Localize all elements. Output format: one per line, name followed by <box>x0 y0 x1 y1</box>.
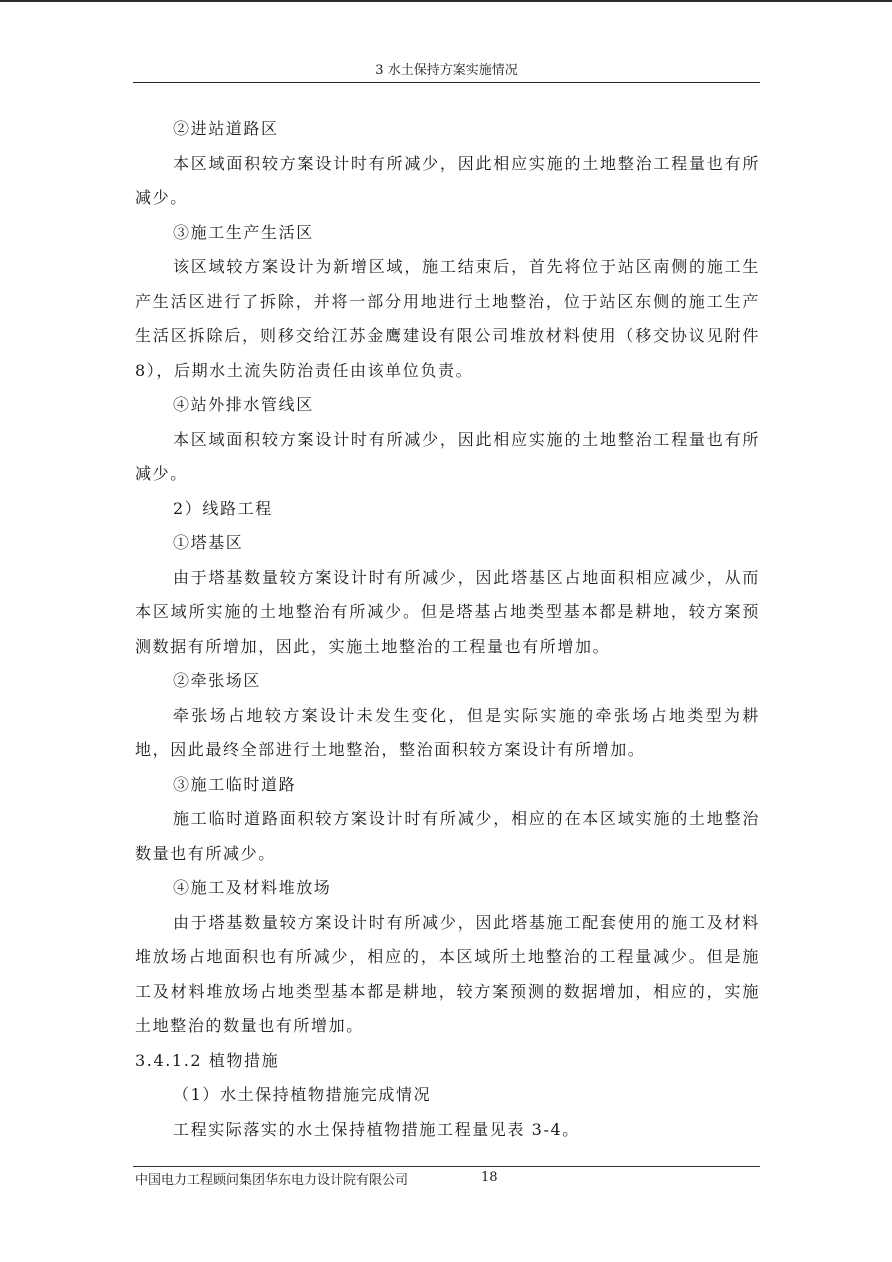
body-paragraph: 本区域面积较方案设计时有所减少，因此相应实施的土地整治工程量也有所减少。 <box>135 429 760 483</box>
subsection-heading: ②进站道路区 <box>173 119 279 138</box>
document-body <box>135 112 760 1147</box>
body-paragraph: 由于塔基数量较方案设计时有所减少，因此塔基区占地面积相应减少，从而本区域所实施的土地整治有所减少。但是塔基占地类型基本都是耕地，较方案预测数据有所增加，因此，实施土地整治的工程量也有所增加。 <box>135 567 760 656</box>
subsection-heading: ③施工临时道路 <box>173 774 297 794</box>
subsection-heading: （1）水土保持植物措施完成情况 <box>173 1085 432 1104</box>
subsection-heading: ③施工生产生活区 <box>173 222 314 242</box>
body-paragraph: 本区域面积较方案设计时有所减少，因此相应实施的土地整治工程量也有所减少。 <box>135 153 760 207</box>
body-paragraph: 施工临时道路面积较方案设计时有所减少，相应的在本区域实施的土地整治数量也有所减少。 <box>135 809 760 863</box>
page-top-border <box>0 0 892 2</box>
footer-organization: 中国电力工程顾问集团华东电力设计院有限公司 <box>135 1173 409 1188</box>
running-header <box>133 60 760 83</box>
numbered-section-heading: 3.4.1.2 植物措施 <box>135 1050 280 1070</box>
subsection-heading: ④施工及材料堆放场 <box>173 878 332 897</box>
section-heading: 2）线路工程 <box>173 498 273 518</box>
subsection-heading: ④站外排水管线区 <box>173 395 314 414</box>
body-paragraph: 工程实际落实的水土保持植物措施工程量见表 3-4。 <box>173 1119 580 1139</box>
body-paragraph: 牵张场占地较方案设计未发生变化，但是实际实施的牵张场占地类型为耕地，因此最终全部进行土地整治，整治面积较方案设计有所增加。 <box>135 705 760 759</box>
body-paragraph: 该区域较方案设计为新增区域，施工结束后，首先将位于站区南侧的施工生产生活区进行了拆除，并将一部分用地进行土地整治，位于站区东侧的施工生产生活区拆除后，则移交给江苏金鹰建设有限公司堆放材料使用（移交协议见附件8），后期水土流失防治责任由该单位负责。 <box>135 257 760 380</box>
subsection-heading: ①塔基区 <box>173 533 244 552</box>
page-footer <box>133 1166 760 1191</box>
page-number: 18 <box>481 1170 498 1185</box>
header-title: 3 水土保持方案实施情况 <box>375 63 518 78</box>
body-paragraph: 由于塔基数量较方案设计时有所减少，因此塔基施工配套使用的施工及材料堆放场占地面积也有所减少，相应的，本区域所土地整治的工程量减少。但是施工及材料堆放场占地类型基本都是耕地，较方案预测的数据增加，相应的，实施土地整治的数量也有所增加。 <box>135 912 760 1035</box>
subsection-heading: ②牵张场区 <box>173 671 262 690</box>
